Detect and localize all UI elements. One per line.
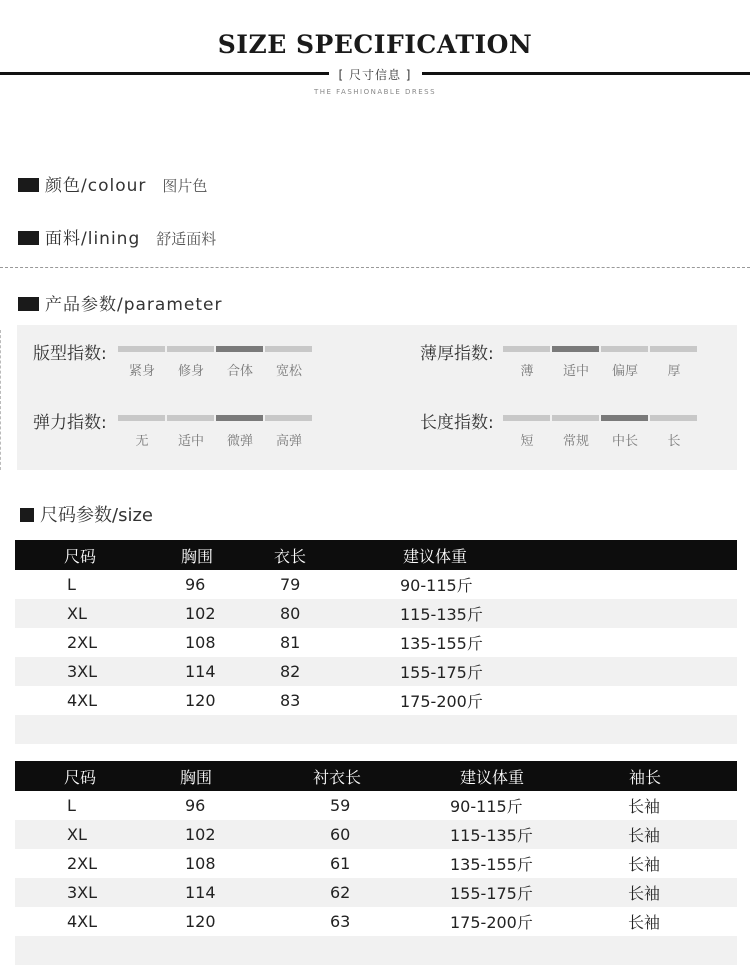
page-title: SIZE SPECIFICATION (217, 30, 533, 59)
table-cell: 79 (280, 575, 301, 594)
table-cell: 长袖 (628, 797, 661, 816)
table-cell: 102 (130, 820, 270, 849)
parameter-option: 宽松 (275, 364, 302, 379)
table-cell: 155-175斤 (390, 657, 737, 686)
table-cell: 120 (185, 912, 216, 931)
parameter-option: 适中 (562, 364, 589, 379)
parameter-segment (503, 415, 550, 421)
table-cell: 61 (330, 854, 351, 873)
table-cell: XL (15, 599, 130, 628)
parameter-segment (552, 415, 599, 421)
table-cell: 长袖 (580, 878, 737, 907)
table-header-cell: 建议体重 (405, 761, 580, 791)
table-header-cell: 胸围 (130, 761, 270, 791)
parameter-segment (118, 415, 165, 421)
parameter-option: 短 (520, 434, 534, 449)
parameter-option: 中长 (611, 434, 638, 449)
table-cell: 115-135斤 (390, 599, 737, 628)
table-cell: 108 (185, 854, 216, 873)
table-cell: 59 (330, 796, 351, 815)
table-header-row (15, 540, 737, 570)
square-bullet-icon (18, 297, 39, 311)
parameter-label: 薄厚指数: (420, 344, 494, 364)
parameter-segment (167, 415, 214, 421)
table-row (15, 628, 737, 657)
table-cell: 155-175斤 (405, 878, 580, 907)
table-cell: 62 (270, 878, 405, 907)
parameter-segment (601, 415, 648, 421)
table-cell: 63 (330, 912, 351, 931)
table-row (15, 791, 737, 820)
lining-row (18, 224, 216, 249)
dotted-divider (0, 267, 750, 268)
table-cell: 4XL (67, 691, 98, 710)
table-cell: 长袖 (580, 820, 737, 849)
table-cell: 114 (130, 657, 270, 686)
table-cell: 81 (280, 633, 301, 652)
table-filler-row (15, 715, 737, 744)
table-row (15, 849, 737, 878)
table-cell: XL (15, 820, 130, 849)
table-row (15, 686, 737, 715)
table-cell: 96 (185, 575, 206, 594)
parameter-segment (503, 346, 550, 352)
square-bullet-icon (20, 508, 34, 522)
parameter-segment (601, 346, 648, 352)
table-row (15, 878, 737, 907)
table-cell: 83 (280, 691, 301, 710)
tagline: THE FASHIONABLE DRESS (313, 88, 437, 96)
size-label: 尺码参数/size (40, 505, 153, 526)
table-filler-cell (15, 936, 737, 965)
table-cell: 3XL (15, 878, 130, 907)
parameter-option: 常规 (562, 434, 589, 449)
table-header-cell: 袖长 (580, 761, 737, 791)
table-header-cell: 衣长 (270, 540, 390, 570)
table-cell: L (67, 575, 76, 594)
table-row (15, 599, 737, 628)
parameter-option: 偏厚 (611, 364, 638, 379)
table-cell: 96 (185, 796, 206, 815)
parameter-segment (265, 346, 312, 352)
table-cell: 90-115斤 (400, 576, 473, 595)
table-row (15, 570, 737, 599)
square-bullet-icon (18, 178, 39, 192)
table-cell: 4XL (67, 912, 98, 931)
parameter-segment (118, 346, 165, 352)
table-cell: 120 (185, 691, 216, 710)
table-cell: 3XL (15, 657, 130, 686)
table-cell: 108 (185, 633, 216, 652)
parameter-option: 合体 (226, 364, 253, 379)
parameter-label: 弹力指数: (33, 413, 107, 433)
size-table-1 (15, 540, 737, 744)
table-cell: 114 (130, 878, 270, 907)
table-cell: 90-115斤 (450, 797, 523, 816)
table-header-cell: 衬衣长 (270, 761, 405, 791)
table-filler-row (15, 936, 737, 965)
table-cell: 115-135斤 (405, 820, 580, 849)
parameter-option: 无 (135, 434, 149, 449)
square-bullet-icon (18, 231, 39, 245)
table-cell: 82 (270, 657, 390, 686)
table-cell: 102 (130, 599, 270, 628)
parameter-option: 微弹 (226, 434, 253, 449)
parameter-option: 紧身 (128, 364, 155, 379)
parameter-label: 产品参数/parameter (45, 295, 223, 315)
parameter-segment (167, 346, 214, 352)
page-subtitle (0, 66, 750, 83)
table-cell: 175-200斤 (450, 913, 533, 932)
table-row (15, 820, 737, 849)
table-cell: 80 (270, 599, 390, 628)
lining-value: 舒适面料 (156, 230, 217, 248)
table-header-cell: 尺码 (15, 761, 130, 791)
table-cell: 175-200斤 (400, 692, 483, 711)
table-header-row (15, 761, 737, 791)
parameter-option: 适中 (177, 434, 204, 449)
table-filler-cell (15, 715, 737, 744)
size-table-2 (15, 761, 737, 965)
parameter-option: 长 (667, 434, 681, 449)
colour-label: 颜色/colour (45, 176, 147, 196)
parameter-segment (650, 346, 697, 352)
parameter-option: 修身 (177, 364, 204, 379)
parameter-segment (650, 415, 697, 421)
parameter-segment (216, 346, 263, 352)
parameter-option: 厚 (667, 364, 681, 379)
parameter-segment (265, 415, 312, 421)
parameter-option: 高弹 (275, 434, 302, 449)
table-cell: 2XL (67, 633, 98, 652)
parameter-label: 长度指数: (420, 413, 494, 433)
table-row (15, 657, 737, 686)
table-header-cell: 建议体重 (390, 540, 737, 570)
table-cell: 135-155斤 (450, 855, 533, 874)
parameter-option: 薄 (520, 364, 534, 379)
parameter-label: 版型指数: (33, 344, 107, 364)
table-cell: 长袖 (628, 913, 661, 932)
table-header-cell: 胸围 (130, 540, 270, 570)
parameter-segment (216, 415, 263, 421)
table-cell: 60 (270, 820, 405, 849)
table-cell: 135-155斤 (400, 634, 483, 653)
parameter-heading (18, 290, 222, 315)
lining-label: 面料/lining (45, 229, 141, 249)
table-row (15, 907, 737, 936)
page-subtitle-text: [ 尺寸信息 ] (329, 68, 422, 82)
table-header-cell: 尺码 (15, 540, 130, 570)
colour-row (18, 171, 207, 196)
size-heading (20, 501, 153, 527)
colour-value: 图片色 (162, 177, 208, 195)
left-dashed-border (0, 330, 1, 470)
table-cell: L (67, 796, 76, 815)
parameter-segment (552, 346, 599, 352)
table-cell: 2XL (67, 854, 98, 873)
table-cell: 长袖 (628, 855, 661, 874)
